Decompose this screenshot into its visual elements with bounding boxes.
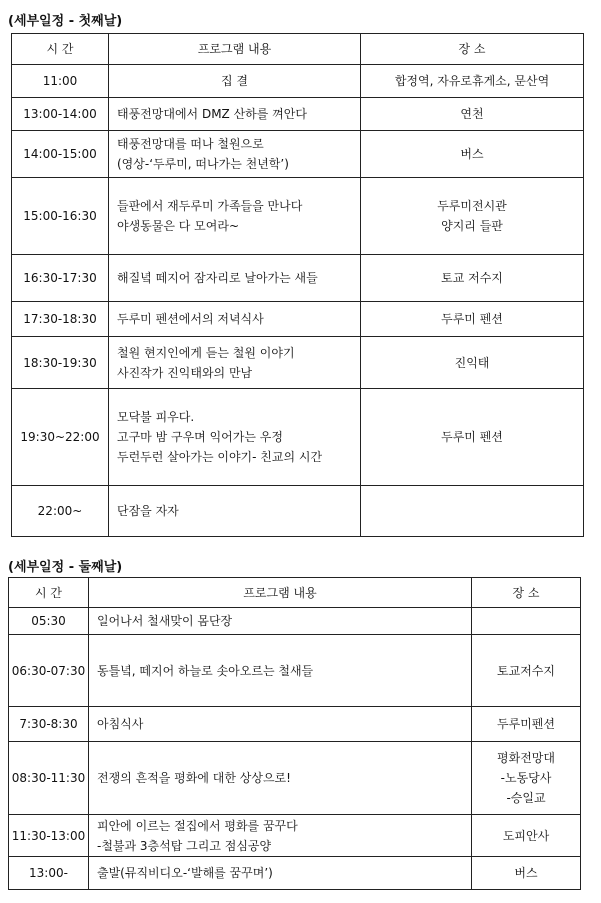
program-cell bbox=[89, 707, 472, 742]
place-line: 버스 bbox=[460, 147, 484, 161]
place-line: -승일교 bbox=[506, 791, 546, 805]
program-cell bbox=[109, 131, 361, 178]
time-header: 시 간 bbox=[12, 34, 109, 65]
place-line: 연천 bbox=[460, 107, 484, 121]
time-cell: 17:30-18:30 bbox=[12, 302, 109, 337]
place-line: 토교 저수지 bbox=[441, 271, 503, 285]
program-cell bbox=[89, 608, 472, 635]
place-cell bbox=[361, 389, 584, 486]
program-cell bbox=[109, 255, 361, 302]
program-cell bbox=[109, 389, 361, 486]
program-line: 집 결 bbox=[221, 74, 248, 88]
program-line: (영상-‘두루미, 떠나가는 천년학’) bbox=[117, 157, 289, 171]
place-line: 토교저수지 bbox=[497, 663, 555, 678]
day2-title: (세부일정 - 둘째날) bbox=[8, 560, 123, 575]
day2-schedule-table bbox=[8, 577, 581, 890]
place-line: 두루미 펜션 bbox=[441, 312, 503, 326]
place-cell bbox=[361, 302, 584, 337]
place-cell bbox=[472, 608, 581, 635]
place-cell bbox=[361, 178, 584, 255]
table-row bbox=[12, 486, 584, 537]
table-row bbox=[12, 302, 584, 337]
place-cell bbox=[361, 131, 584, 178]
program-header: 프로그램 내용 bbox=[109, 34, 361, 65]
program-cell bbox=[109, 178, 361, 255]
table-row bbox=[12, 337, 584, 389]
program-line: 두런두런 살아가는 이야기- 친교의 시간 bbox=[117, 450, 323, 464]
program-line: 단잠을 자자 bbox=[117, 504, 179, 518]
table-row bbox=[9, 815, 581, 857]
place-line: 합정역, 자유로휴게소, 문산역 bbox=[394, 74, 550, 88]
time-cell: 19:30~22:00 bbox=[12, 389, 109, 486]
program-line: 해질녘 떼지어 잠자리로 날아가는 새들 bbox=[117, 271, 318, 285]
program-cell bbox=[109, 302, 361, 337]
time-cell: 22:00~ bbox=[12, 486, 109, 537]
time-cell: 08:30-11:30 bbox=[9, 742, 89, 815]
program-line: 태풍전망대를 떠나 철원으로 bbox=[117, 137, 264, 151]
time-cell: 14:00-15:00 bbox=[12, 131, 109, 178]
program-cell bbox=[89, 815, 472, 857]
day1-header-row bbox=[12, 34, 584, 65]
program-line: 들판에서 재두루미 가족들을 만나다 bbox=[117, 199, 303, 213]
program-line: 철원 현지인에게 듣는 철원 이야기 bbox=[117, 345, 295, 360]
place-cell bbox=[472, 857, 581, 890]
place-cell bbox=[472, 635, 581, 707]
place-cell bbox=[472, 815, 581, 857]
table-row bbox=[9, 742, 581, 815]
program-cell bbox=[109, 486, 361, 537]
place-line: 양지리 들판 bbox=[441, 219, 503, 233]
time-header: 시 간 bbox=[9, 578, 89, 608]
program-line: 고구마 밤 구우며 익어가는 우정 bbox=[117, 430, 283, 444]
place-header: 장 소 bbox=[361, 34, 584, 65]
time-cell: 11:00 bbox=[12, 65, 109, 98]
table-row bbox=[12, 98, 584, 131]
program-line: 사진작가 진익태와의 만남 bbox=[117, 365, 253, 380]
program-line: 태풍전망대에서 DMZ 산하를 껴안다 bbox=[117, 107, 307, 121]
table-row bbox=[12, 65, 584, 98]
place-cell bbox=[361, 98, 584, 131]
table-row bbox=[9, 857, 581, 890]
program-line: 모닥불 피우다. bbox=[117, 410, 195, 424]
program-line: -철불과 3층석탑 그리고 점심공양 bbox=[97, 838, 272, 853]
place-cell bbox=[361, 337, 584, 389]
place-cell bbox=[361, 486, 584, 537]
time-cell: 06:30-07:30 bbox=[9, 635, 89, 707]
program-cell bbox=[89, 742, 472, 815]
table-row bbox=[9, 608, 581, 635]
program-line: 야생동물은 다 모여라~ bbox=[117, 219, 240, 233]
day1-title: (세부일정 - 첫째날) bbox=[8, 14, 123, 29]
table-row bbox=[9, 707, 581, 742]
place-line: 버스 bbox=[514, 866, 538, 880]
program-cell bbox=[89, 635, 472, 707]
place-cell bbox=[361, 255, 584, 302]
place-cell bbox=[472, 707, 581, 742]
time-cell: 16:30-17:30 bbox=[12, 255, 109, 302]
table-row bbox=[9, 635, 581, 707]
time-cell: 7:30-8:30 bbox=[9, 707, 89, 742]
program-line: 두루미 펜션에서의 저녁식사 bbox=[117, 312, 264, 326]
table-row bbox=[12, 255, 584, 302]
program-line: 아침식사 bbox=[97, 717, 144, 731]
program-cell bbox=[109, 98, 361, 131]
place-line: 두루미전시관 bbox=[437, 199, 507, 213]
time-cell: 18:30-19:30 bbox=[12, 337, 109, 389]
table-row bbox=[12, 131, 584, 178]
time-cell: 05:30 bbox=[9, 608, 89, 635]
program-line: 동틀녘, 떼지어 하늘로 솟아오르는 철새들 bbox=[97, 663, 314, 678]
table-row bbox=[12, 178, 584, 255]
place-cell bbox=[361, 65, 584, 98]
day2-header-row bbox=[9, 578, 581, 608]
program-line: 출발(뮤직비디오-‘발해를 꿈꾸며’) bbox=[97, 866, 273, 880]
place-line: -노동당사 bbox=[500, 771, 552, 785]
place-line: 두루미펜션 bbox=[497, 717, 555, 731]
time-cell: 15:00-16:30 bbox=[12, 178, 109, 255]
program-header: 프로그램 내용 bbox=[89, 578, 472, 608]
place-header: 장 소 bbox=[472, 578, 581, 608]
program-line: 피안에 이르는 절집에서 평화를 꿈꾸다 bbox=[97, 818, 298, 833]
time-cell: 11:30-13:00 bbox=[9, 815, 89, 857]
time-cell: 13:00-14:00 bbox=[12, 98, 109, 131]
program-line: 전쟁의 흔적을 평화에 대한 상상으로! bbox=[97, 771, 291, 785]
place-line: 도피안사 bbox=[502, 828, 550, 843]
time-cell: 13:00- bbox=[9, 857, 89, 890]
program-cell bbox=[109, 337, 361, 389]
program-cell bbox=[89, 857, 472, 890]
place-line: 두루미 펜션 bbox=[441, 430, 503, 444]
place-line: 평화전망대 bbox=[497, 751, 555, 765]
place-cell bbox=[472, 742, 581, 815]
place-line: 진익태 bbox=[454, 355, 490, 370]
program-cell bbox=[109, 65, 361, 98]
program-line: 일어나서 철새맞이 몸단장 bbox=[97, 614, 233, 628]
day1-schedule-table bbox=[11, 33, 584, 537]
table-row bbox=[12, 389, 584, 486]
